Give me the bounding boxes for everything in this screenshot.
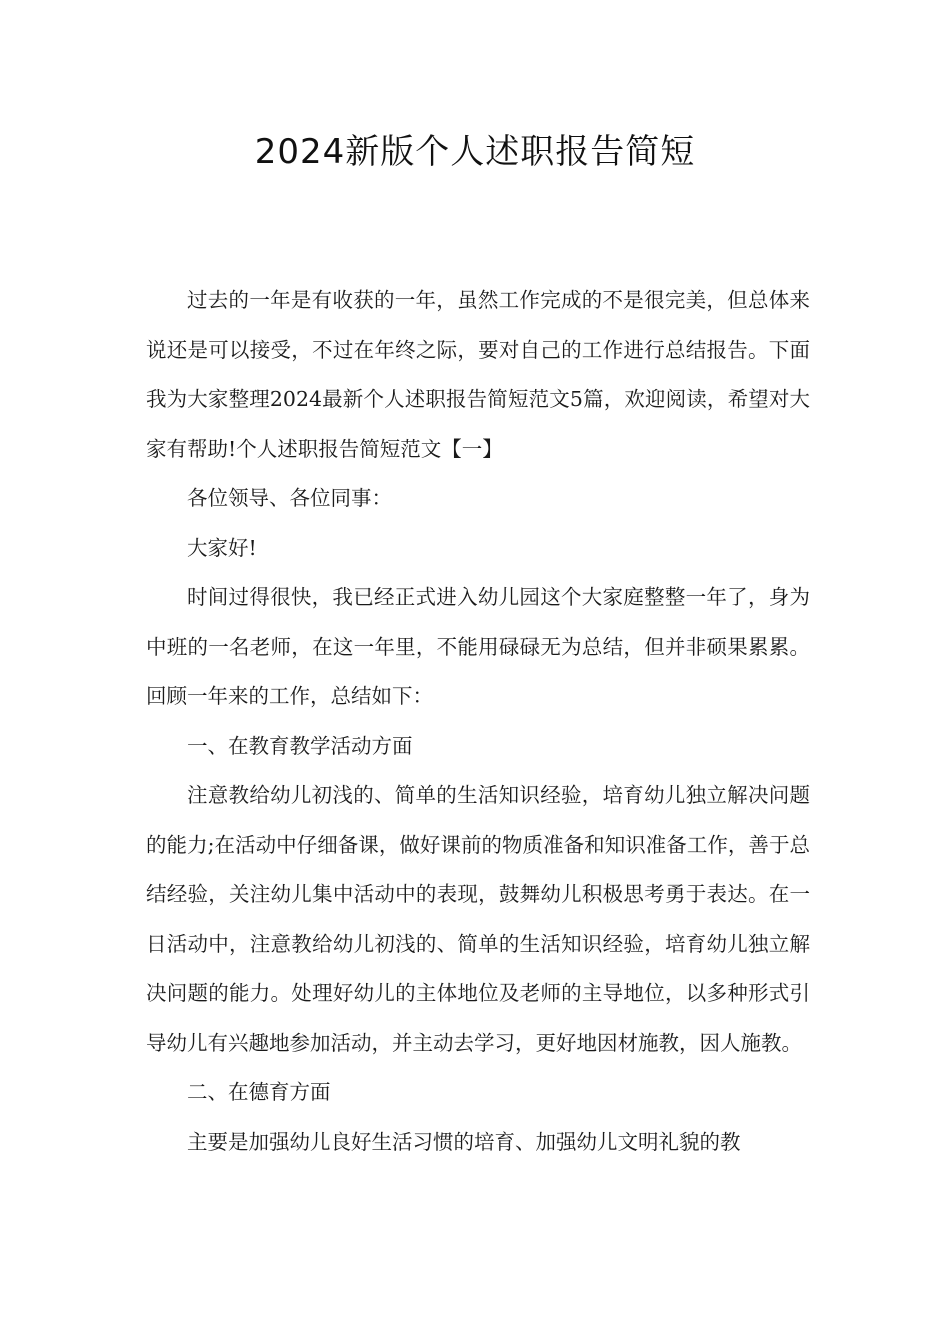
- document-title: 2024新版个人述职报告简短: [254, 132, 696, 172]
- section-heading-teaching: 一、在教育教学活动方面: [187, 733, 413, 758]
- paragraph-teaching: 注意教给幼儿初浅的、简单的生活知识经验，培育幼儿独立解决问题的能力;在活动中仔细备课，做好课前的物质准备和知识准备工作，善于总结经验，关注幼儿集中活动中的表现，鼓舞幼儿积极思考勇于表达。在一日活动中，注意教给幼儿初浅的、简单的生活知识经验，培育幼儿独立解决问题的能力。处理好幼儿的主体地位及老师的主导地位，以多种形式引导幼儿有兴趣地参加活动，并主动去学习，更好地因材施教，因人施教。: [146, 783, 810, 1055]
- paragraph-moral: 主要是加强幼儿良好生活习惯的培育、加强幼儿文明礼貌的教: [187, 1129, 741, 1154]
- paragraph-overview: 时间过得很快，我已经正式进入幼儿园这个大家庭整整一年了，身为中班的一名老师，在这一年里，不能用碌碌无为总结，但并非硕果累累。回顾一年来的工作，总结如下：: [146, 585, 810, 708]
- paragraph-intro: 过去的一年是有收获的一年，虽然工作完成的不是很完美，但总体来说还是可以接受，不过在年终之际，要对自己的工作进行总结报告。下面我为大家整理2024最新个人述职报告简短范文5篇，欢迎阅读，希望对大家有帮助!个人述职报告简短范文【一】: [146, 288, 810, 461]
- paragraph-greeting: 大家好!: [187, 535, 257, 560]
- document-body: [146, 276, 810, 1167]
- section-heading-moral: 二、在德育方面: [187, 1080, 331, 1104]
- paragraph-salutation: 各位领导、各位同事：: [187, 486, 392, 510]
